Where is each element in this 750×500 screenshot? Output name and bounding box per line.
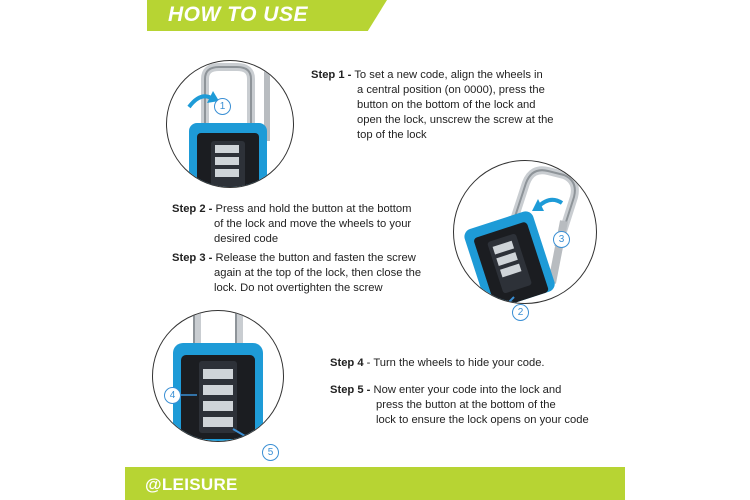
step-2-line-3: desired code [214,233,279,245]
step-1-line-3: button on the bottom of the lock and [357,99,536,111]
step-4-label: Step 4 [330,357,364,369]
step-3-label: Step 3 - [172,252,213,264]
step-2-line-1: Press and hold the button at the bottom [215,203,412,215]
step-1-line-1: To set a new code, align the wheels in [354,69,543,81]
step-5 [330,383,615,428]
step-1-label: Step 1 - [311,69,352,81]
step-2 [172,202,452,247]
brand-label: @LEISURE [145,475,238,494]
step-2-label: Step 2 - [172,203,213,215]
step-5-label: Step 5 - [330,384,371,396]
step-2-line-2: of the lock and move the wheels to your [214,218,412,230]
callout-5: 5 [262,444,279,461]
step-5-line-2: press the button at the bottom of the [376,399,556,411]
step-5-line-3: lock to ensure the lock opens on your code [376,414,589,426]
callout-4: 4 [164,387,181,404]
callout-1: 1 [214,98,231,115]
step-3-line-1: Release the button and fasten the screw [215,252,416,264]
step-3-line-3: lock. Do not overtighten the screw [214,282,383,294]
step-4 [330,356,610,371]
callout-2: 2 [512,304,529,321]
step-3 [172,251,462,296]
lock-image-step-4-5 [152,310,284,442]
step-1 [311,68,591,143]
lock-image-step-2-3 [453,160,597,304]
step-1-line-2: a central position (on 0000), press the [357,84,545,96]
step-5-line-1: Now enter your code into the lock and [373,384,562,396]
step-1-line-5: top of the lock [357,129,427,141]
lock-image-step-1 [166,60,294,188]
step-4-line-1: - Turn the wheels to hide your code. [363,357,545,369]
page-title: HOW TO USE [168,3,308,26]
callout-3: 3 [553,231,570,248]
step-3-line-2: again at the top of the lock, then close the [214,267,422,279]
step-1-line-4: open the lock, unscrew the screw at the [357,114,554,126]
